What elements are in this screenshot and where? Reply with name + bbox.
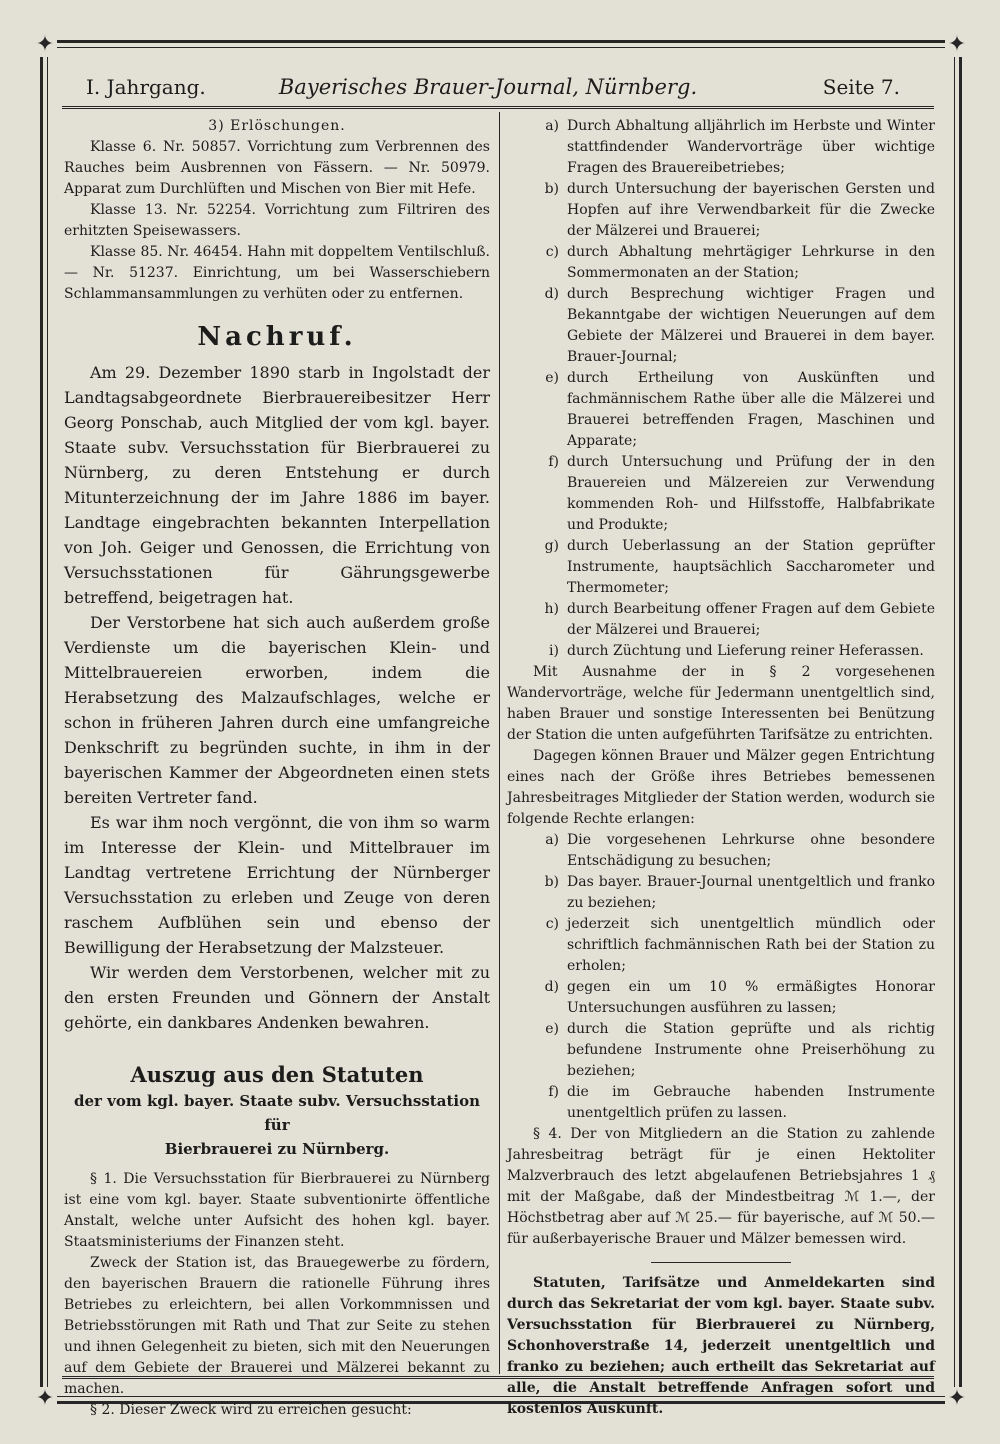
list-item-label: f): [548, 454, 559, 470]
list-item-label: c): [545, 244, 559, 260]
member-rights-list: [507, 830, 935, 1124]
corner-ornament-icon: ✦: [33, 33, 57, 57]
body-paragraph: § 4. Der von Mitgliedern an die Station zu zahlende Jahresbeitrag beträgt für je einen Hektoliter Malzverbrauch des letzt abgelaufenen Betriebsjahres 1 ₰ mit der Maßgabe, daß der Mindestbeitrag ℳ 1.—, der Höchstbetrag aber auf ℳ 25.— für bayerische, auf ℳ 50.— für außerbayerische Brauer und Mälzer bemessen wird.: [507, 1126, 935, 1247]
list-item-label: d): [544, 286, 559, 302]
list-item-label: a): [545, 832, 559, 848]
list-item-text: durch Abhaltung mehrtägiger Lehrkurse in den Sommermonaten an der Station;: [567, 244, 935, 281]
list-item-text: Durch Abhaltung alljährlich im Herbste und Winter stattfindender Wandervorträge über wichtige Fragen des Brauereibetriebes;: [567, 118, 935, 176]
column-divider: [499, 112, 500, 1374]
patent-entry: Klasse 13. Nr. 52254. Vorrichtung zum Filtriren des erhitzten Speisewassers.: [64, 202, 490, 239]
corner-ornament-icon: ✦: [945, 33, 969, 57]
list-item-label: c): [545, 916, 559, 932]
patent-entry: Klasse 85. Nr. 46454. Hahn mit doppeltem Ventilschluß. — Nr. 51237. Einrichtung, um bei Wasserschiebern Schlammansammlungen zu verhüten oder zu entfernen.: [64, 244, 490, 302]
left-column: [64, 116, 490, 1421]
footer-rule: [62, 1376, 934, 1379]
obituary-heading: Nachruf.: [197, 322, 357, 352]
list-item-text: Das bayer. Brauer-Journal unentgeltlich und franko zu beziehen;: [567, 874, 935, 911]
statutes-heading: Auszug aus den Statuten: [130, 1062, 424, 1087]
list-item: [507, 599, 935, 641]
list-item: [507, 641, 935, 662]
purpose-list: [507, 116, 935, 662]
list-item-text: durch Untersuchung der bayerischen Gersten und Hopfen auf ihre Verwendbarkeit für die Zwecke der Mälzerei und Brauerei;: [567, 181, 935, 239]
list-item: [507, 830, 935, 872]
list-item: [507, 116, 935, 179]
patent-entry: Klasse 6. Nr. 50857. Vorrichtung zum Verbrennen des Rauches beim Ausbrennen von Fässern. — Nr. 50979. Apparat zum Durchlüften und Mischen von Bier mit Hefe.: [64, 139, 490, 197]
list-item-label: b): [544, 181, 559, 197]
statutes-paragraph: Zweck der Station ist, das Brauegewerbe zu fördern, den bayerischen Brauern die rationelle Führung ihres Betriebes zu erleichtern, bei allen Vorkommnissen und Betriebsstörungen mit Rath und That zur Seite zu stehen und ihnen Gelegenheit zu bieten, sich mit den Neuerungen auf dem Gebiete der Brauerei und Mälzerei bekannt zu machen.: [64, 1255, 490, 1397]
obituary-paragraph: Der Verstorbene hat sich auch außerdem große Verdienste um die bayerischen Klein- und Mittelbrauereien erworben, indem die Herabsetzung des Malzaufschlages, welche er schon in früheren Jahren durch eine umfangreiche Denkschrift zu begründen suchte, in ihm in der bayerischen Kammer der Abgeordneten einen stets bereiten Vertreter fand.: [64, 613, 490, 807]
list-item-text: die im Gebrauche habenden Instrumente unentgeltlich prüfen zu lassen.: [567, 1084, 935, 1121]
body-paragraph: Dagegen können Brauer und Mälzer gegen Entrichtung eines nach der Größe ihres Betriebes bemessenen Jahresbeitrages Mitglieder der Station werden, wodurch sie folgende Rechte erlangen:: [507, 748, 935, 827]
list-item: [507, 977, 935, 1019]
obituary-paragraph: Am 29. Dezember 1890 starb in Ingolstadt der Landtagsabgeordnete Bierbrauereibesitzer Herr Georg Ponschab, auch Mitglied der vom kgl. bayer. Staate subv. Versuchsstation für Bierbrauerei zu Nürnberg, zu deren Entstehung er durch Mitunterzeichnung der im Jahre 1886 im bayer. Landtage eingebrachten bekannten Interpellation von Joh. Geiger und Genossen, die Errichtung von Versuchsstationen für Gährungsgewerbe betreffend, beigetragen hat.: [64, 363, 490, 607]
page-header: [62, 74, 914, 106]
list-item: [507, 179, 935, 242]
statutes-subheading: der vom kgl. bayer. Staate subv. Versuchsstation für: [74, 1092, 480, 1134]
volume-label: I. Jahrgang.: [86, 75, 206, 99]
list-item-text: Die vorgesehenen Lehrkurse ohne besondere Entschädigung zu besuchen;: [567, 832, 935, 869]
list-item-label: e): [545, 370, 559, 386]
list-item-text: durch Ueberlassung an der Station geprüfter Instrumente, hauptsächlich Saccharometer und Thermometer;: [567, 538, 935, 596]
list-item-label: f): [548, 1084, 559, 1100]
body-paragraph: Mit Ausnahme der in § 2 vorgesehenen Wandervorträge, welche für Jedermann unentgeltlich sind, haben Brauer und sonstige Interessenten bei Benützung der Station die unten aufgeführten Tarifsätze zu entrichten.: [507, 664, 935, 743]
statutes-paragraph: § 1. Die Versuchsstation für Bierbrauerei zu Nürnberg ist eine vom kgl. bayer. Staate subventionirte öffentliche Anstalt, welche unter Aufsicht des hohen kgl. bayer. Staatsministeriums der Finanzen steht.: [64, 1171, 490, 1250]
statutes-subheading: Bierbrauerei zu Nürnberg.: [164, 1140, 390, 1158]
list-item-label: e): [545, 1021, 559, 1037]
list-item-label: h): [544, 601, 559, 617]
list-item-text: durch Bearbeitung offener Fragen auf dem Gebiete der Mälzerei und Brauerei;: [567, 601, 935, 638]
list-item-text: jederzeit sich unentgeltlich mündlich oder schriftlich fachmännischen Rath bei der Station zu erholen;: [567, 916, 935, 974]
list-item: [507, 368, 935, 452]
list-item-label: i): [549, 643, 559, 659]
notice-paragraph: Statuten, Tarifsätze und Anmeldekarten sind durch das Sekretariat der vom kgl. bayer. Staate subv. Versuchsstation für Bierbrauerei zu Nürnberg, Schonhoverstraße 14, jederzeit unentgeltlich und franko zu beziehen; auch ertheilt das Sekretariat auf alle, die Anstalt betreffende Anfragen sofort und kostenlos Auskunft.: [507, 1275, 935, 1417]
list-item-text: durch Untersuchung und Prüfung der in den Brauereien und Mälzereien zur Verwendung kommenden Roh- und Hilfsstoffe, Halbfabrikate und Produkte;: [567, 454, 935, 533]
list-item-text: durch Ertheilung von Auskünften und fachmännischem Rathe über alle die Mälzerei und Brauerei betreffenden Fragen, Maschinen und Apparate;: [567, 370, 935, 449]
obituary-paragraph: Wir werden dem Verstorbenen, welcher mit zu den ersten Freunden und Gönnern der Anstalt gehörte, ein dankbares Andenken bewahren.: [64, 963, 490, 1032]
section-heading: 3) Erlöschungen.: [208, 118, 346, 134]
list-item: [507, 452, 935, 536]
list-item-label: b): [544, 874, 559, 890]
list-item-text: durch die Station geprüfte und als richtig befundene Instrumente ohne Preiserhöhung zu beziehen;: [567, 1021, 935, 1079]
journal-title: Bayerisches Brauer-Journal, Nürnberg.: [278, 75, 698, 99]
list-item-text: durch Besprechung wichtiger Fragen und Bekanntgabe der wichtigen Neuerungen auf dem Gebiete der Mälzerei und Brauerei in dem bayer. Brauer-Journal;: [567, 286, 935, 365]
list-item: [507, 1082, 935, 1124]
list-item: [507, 284, 935, 368]
page-number: Seite 7.: [822, 75, 900, 99]
corner-ornament-icon: ✦: [33, 1387, 57, 1411]
list-item: [507, 536, 935, 599]
header-rule: [62, 106, 934, 109]
list-item-text: durch Züchtung und Lieferung reiner Heferassen.: [567, 643, 924, 659]
list-item: [507, 242, 935, 284]
list-item-text: gegen ein um 10 % ermäßigtes Honorar Untersuchungen ausführen zu lassen;: [567, 979, 935, 1016]
section-rule: [651, 1262, 791, 1263]
obituary-paragraph: Es war ihm noch vergönnt, die von ihm so warm im Interesse der Klein- und Mittelbrauer im Landtag vertretene Errichtung der Nürnberger Versuchsstation zu erleben und Zeuge von deren raschem Aufblühen sein und ebenso der Bewilligung der Herabsetzung der Malzsteuer.: [64, 813, 490, 957]
corner-ornament-icon: ✦: [945, 1387, 969, 1411]
list-item-label: g): [544, 538, 559, 554]
statutes-paragraph: § 2. Dieser Zweck wird zu erreichen gesucht:: [90, 1402, 412, 1418]
list-item-label: a): [545, 118, 559, 134]
list-item: [507, 872, 935, 914]
list-item-label: d): [544, 979, 559, 995]
right-column: [507, 116, 935, 1420]
list-item: [507, 914, 935, 977]
list-item: [507, 1019, 935, 1082]
